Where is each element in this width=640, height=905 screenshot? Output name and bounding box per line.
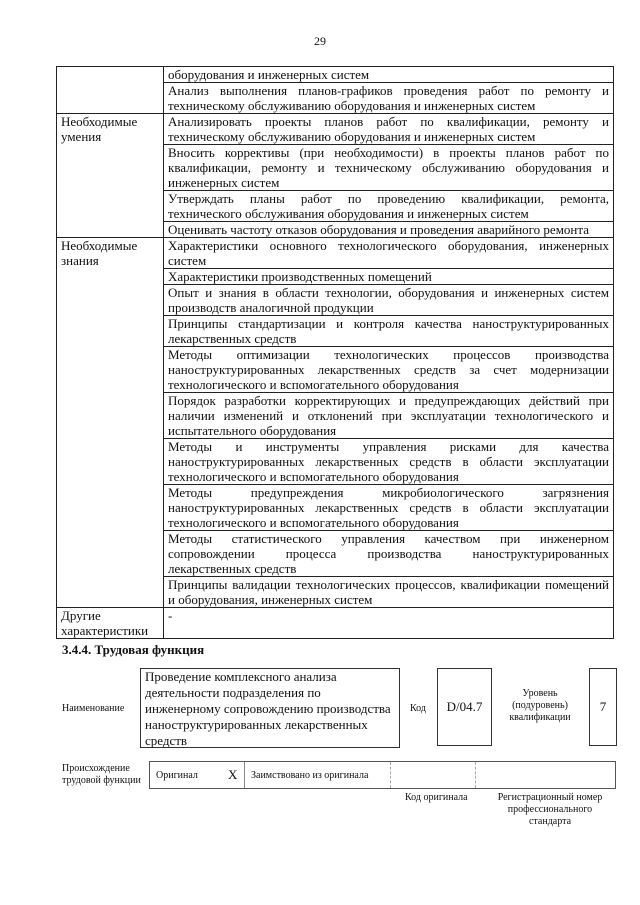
row-item: Методы оптимизации технологических процессов производства наноструктурированных лекарственных средств за счет модернизации технологического и вспомогательного оборудования (164, 347, 614, 393)
row-item: Принципы стандартизации и контроля качества наноструктурированных лекарственных средств (164, 316, 614, 347)
table-row (57, 608, 614, 639)
origin-label: Происхождение трудовой функции (62, 763, 141, 786)
row-item: оборудования и инженерных систем (164, 67, 614, 83)
table-row (57, 238, 614, 269)
function-name-box: Проведение комплексного анализа деятельности подразделения по инженерному сопровождению производства наноструктурированных лекарственных средств (140, 668, 400, 748)
row-item: Оценивать частоту отказов оборудования и проведения аварийного ремонта (164, 222, 614, 238)
section-heading: 3.4.4. Трудовая функция (62, 642, 205, 657)
table-row (57, 114, 614, 145)
row-group-label: Другие характеристики (57, 608, 164, 639)
level-label: Уровень (подуровень) квалификации (509, 688, 571, 723)
level-box: 7 (589, 668, 617, 746)
reg-number-cell (476, 762, 615, 788)
original-cell: Оригинал (156, 769, 198, 781)
row-item: Методы и инструменты управления рисками для качества наноструктурированных лекарственных средств в области эксплуатации технологического и вспомогательного оборудования (164, 439, 614, 485)
original-mark: X (222, 762, 245, 788)
code-box: D/04.7 (437, 668, 492, 746)
orig-code-cell (391, 762, 476, 788)
row-item: Методы предупреждения микробиологического загрязнения наноструктурированных лекарственных средств в области эксплуатации технологического и вспомогательного оборудования (164, 485, 614, 531)
row-item: Методы статистического управления качеством при инженерном сопровождении процесса производства наноструктурированных лекарственных средств (164, 531, 614, 577)
reg-number-label: Регистрационный номер профессионального стандарта (497, 792, 603, 827)
name-label: Наименование (62, 703, 125, 714)
code-label: Код (410, 703, 426, 714)
competency-table (56, 66, 614, 639)
row-item: Анализ выполнения планов-графиков проведения работ по ремонту и техническому обслуживанию оборудования и инженерных систем (164, 83, 614, 114)
row-item: Порядок разработки корректирующих и предупреждающих действий при наличии изменений и отклонений при эксплуатации технологического и испытательного оборудования (164, 393, 614, 439)
row-group-label: Необходимые умения (57, 114, 164, 238)
table-row (57, 67, 614, 83)
row-item: - (164, 608, 614, 639)
orig-code-label: Код оригинала (405, 792, 468, 803)
row-item: Опыт и знания в области технологии, оборудования и инженерных систем производств аналогичной продукции (164, 285, 614, 316)
row-group-label: Необходимые знания (57, 238, 164, 608)
borrowed-cell: Заимствовано из оригинала (245, 762, 391, 788)
row-item: Вносить коррективы (при необходимости) в проекты планов работ по квалификации, ремонту и техническому обслуживанию оборудования и инженерных систем (164, 145, 614, 191)
row-item: Утверждать планы работ по проведению квалификации, ремонта, технического обслуживания оборудования и инженерных систем (164, 191, 614, 222)
page-number: 29 (314, 34, 326, 48)
row-item: Характеристики производственных помещений (164, 269, 614, 285)
row-item: Характеристики основного технологического оборудования, инженерных систем (164, 238, 614, 269)
origin-table (149, 761, 616, 789)
row-item: Анализировать проекты планов работ по квалификации, ремонту и техническому обслуживанию оборудования и инженерных систем (164, 114, 614, 145)
row-group-label (57, 67, 164, 114)
row-item: Принципы валидации технологических процессов, квалификации помещений и оборудования, инженерных систем (164, 577, 614, 608)
